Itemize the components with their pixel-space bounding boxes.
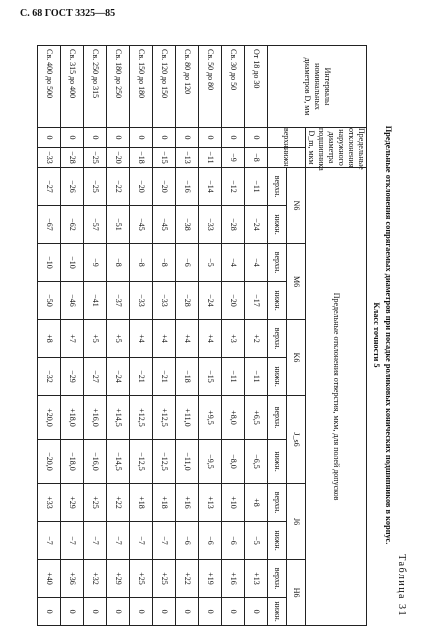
deviation-cell: −12,5 [130, 440, 153, 484]
deviation-cell: −11,0 [176, 440, 199, 484]
interval-cell: Св. 80 до 120 [176, 46, 199, 128]
interval-cell: От 18 до 30 [245, 46, 268, 128]
deviation-cell: +29 [61, 484, 84, 522]
hole-deviation-header: Предельные отклонения отверстия, мкм, для полей допусков [306, 168, 367, 626]
deviation-cell: −16 [176, 168, 199, 206]
n6-lower-header: нижн. [268, 206, 287, 244]
deviation-cell: −24 [199, 282, 222, 320]
bearing-lower-cell: −18 [130, 148, 153, 168]
bearing-lower-cell: −28 [61, 148, 84, 168]
deviation-cell: +4 [130, 320, 153, 358]
deviation-cell: +25 [84, 484, 107, 522]
deviation-cell: −7 [153, 522, 176, 560]
deviation-cell: 0 [130, 598, 153, 626]
field-k6-header: K6 [287, 320, 306, 396]
deviation-cell: −33 [130, 282, 153, 320]
interval-cell: Св. 180 до 250 [107, 46, 130, 128]
interval-cell: Св. 150 до 180 [130, 46, 153, 128]
deviation-cell: −37 [107, 282, 130, 320]
deviation-cell: −8,0 [222, 440, 245, 484]
table-row [107, 46, 130, 626]
deviation-cell: −28 [222, 206, 245, 244]
field-m6-header: M6 [287, 244, 306, 320]
j6-lower-header: нижн. [268, 522, 287, 560]
deviation-cell: +8 [245, 484, 268, 522]
interval-header: Интервалы номинальных диаметров D, мм [268, 46, 367, 128]
deviation-cell: −5 [245, 522, 268, 560]
deviation-cell: −25 [84, 168, 107, 206]
deviation-cell: −7 [107, 522, 130, 560]
deviation-cell: −6 [176, 244, 199, 282]
deviation-cell: −33 [153, 282, 176, 320]
deviation-cell: −29 [61, 358, 84, 396]
deviation-cell: −20 [130, 168, 153, 206]
deviation-cell: −7 [130, 522, 153, 560]
deviation-cell: −21 [153, 358, 176, 396]
interval-cell: Св. 400 до 500 [38, 46, 61, 128]
deviation-cell: +13 [199, 484, 222, 522]
deviation-cell: −45 [130, 206, 153, 244]
rotated-content [47, 45, 407, 625]
deviation-cell: +12,5 [153, 396, 176, 440]
bearing-upper-cell: 0 [199, 128, 222, 148]
page-header: С. 68 ГОСТ 3325—85 [20, 8, 116, 19]
deviation-cell: +25 [153, 560, 176, 598]
deviation-cell: +16,0 [84, 396, 107, 440]
interval-cell: Св. 120 до 150 [153, 46, 176, 128]
deviation-cell: +12,5 [130, 396, 153, 440]
deviation-cell: +14,5 [107, 396, 130, 440]
deviation-cell: −27 [84, 358, 107, 396]
deviation-cell: −20,0 [38, 440, 61, 484]
deviation-cell: −10 [38, 244, 61, 282]
deviation-cell: −14 [199, 168, 222, 206]
deviation-cell: −14,5 [107, 440, 130, 484]
table-row [84, 46, 107, 626]
deviation-cell: +18 [130, 484, 153, 522]
bearing-lower-cell: −15 [153, 148, 176, 168]
table-row [130, 46, 153, 626]
deviation-cell: −33 [199, 206, 222, 244]
deviation-cell: −9,5 [199, 440, 222, 484]
deviation-cell: +20,0 [38, 396, 61, 440]
deviation-cell: −51 [107, 206, 130, 244]
deviation-cell: +4 [176, 320, 199, 358]
bearing-lower-cell: −8 [245, 148, 268, 168]
deviation-cell: +36 [61, 560, 84, 598]
bearing-lower-cell: −20 [107, 148, 130, 168]
deviation-cell: −11 [245, 168, 268, 206]
deviation-cell: −57 [84, 206, 107, 244]
deviation-cell: −50 [38, 282, 61, 320]
deviation-cell: −28 [176, 282, 199, 320]
deviation-cell: 0 [222, 598, 245, 626]
deviation-cell: −12,5 [153, 440, 176, 484]
deviation-table [37, 45, 367, 626]
bearing-upper-cell: 0 [38, 128, 61, 148]
table-label: Таблица 31 [396, 554, 407, 617]
deviation-cell: +4 [153, 320, 176, 358]
deviation-cell: +18,0 [61, 396, 84, 440]
deviation-cell: 0 [199, 598, 222, 626]
bearing-lower-cell: −33 [38, 148, 61, 168]
deviation-cell: −17 [245, 282, 268, 320]
deviation-cell: −8 [130, 244, 153, 282]
deviation-cell: −18,0 [61, 440, 84, 484]
deviation-cell: −45 [153, 206, 176, 244]
deviation-cell: −24 [245, 206, 268, 244]
deviation-cell: −12 [222, 168, 245, 206]
deviation-cell: −20 [153, 168, 176, 206]
bearing-upper-cell: 0 [107, 128, 130, 148]
deviation-cell: +29 [107, 560, 130, 598]
bearing-upper-header: верхн. [268, 128, 306, 148]
deviation-cell: 0 [61, 598, 84, 626]
js6-upper-header: верхн. [268, 396, 287, 440]
deviation-cell: +40 [38, 560, 61, 598]
deviation-cell: −32 [38, 358, 61, 396]
deviation-cell: +13 [245, 560, 268, 598]
js6-lower-header: нижн. [268, 440, 287, 484]
bearing-upper-cell: 0 [245, 128, 268, 148]
bearing-lower-cell: −9 [222, 148, 245, 168]
deviation-cell: +6,5 [245, 396, 268, 440]
deviation-cell: +4 [199, 320, 222, 358]
deviation-cell: 0 [245, 598, 268, 626]
deviation-cell: +8,0 [222, 396, 245, 440]
accuracy-class-title: Класс точности 5 [372, 302, 381, 368]
deviation-cell: +25 [130, 560, 153, 598]
deviation-cell: +7 [61, 320, 84, 358]
deviation-cell: −10 [61, 244, 84, 282]
deviation-cell: −6 [199, 522, 222, 560]
table-row [245, 46, 268, 626]
deviation-cell: 0 [84, 598, 107, 626]
deviation-cell: −24 [107, 358, 130, 396]
deviation-cell: −26 [61, 168, 84, 206]
n6-upper-header: верхн. [268, 168, 287, 206]
field-n6-header: N6 [287, 168, 306, 244]
table-row [222, 46, 245, 626]
bearing-upper-cell: 0 [84, 128, 107, 148]
field-j6-header: J6 [287, 484, 306, 560]
table-title: Предельные отклонения сопрягаемых диаметров при посадке роликовых конических подшипников в корпус. [384, 125, 393, 545]
bearing-upper-cell: 0 [61, 128, 84, 148]
table-row [153, 46, 176, 626]
table-row [38, 46, 61, 626]
deviation-cell: −5 [199, 244, 222, 282]
deviation-cell: −4 [222, 244, 245, 282]
field-h6-header: H6 [287, 560, 306, 626]
bearing-upper-cell: 0 [222, 128, 245, 148]
table-row [199, 46, 222, 626]
j6-upper-header: верхн. [268, 484, 287, 522]
deviation-cell: −7 [61, 522, 84, 560]
deviation-cell: −11 [245, 358, 268, 396]
deviation-cell: −46 [61, 282, 84, 320]
bearing-deviation-header: Предельные отклонения наружного диаметра подшипника D_m, мкм [307, 128, 366, 171]
deviation-cell: +18 [153, 484, 176, 522]
bearing-lower-header: нижн. [268, 148, 306, 168]
deviation-cell: 0 [176, 598, 199, 626]
field-js6-header: J_s6 [287, 396, 306, 484]
deviation-cell: −7 [38, 522, 61, 560]
deviation-cell: −20 [222, 282, 245, 320]
deviation-cell: −62 [61, 206, 84, 244]
deviation-cell: +32 [84, 560, 107, 598]
deviation-cell: −6 [222, 522, 245, 560]
deviation-cell: 0 [153, 598, 176, 626]
deviation-cell: +19 [199, 560, 222, 598]
deviation-cell: −67 [38, 206, 61, 244]
deviation-cell: +5 [107, 320, 130, 358]
deviation-cell: +16 [176, 484, 199, 522]
m6-lower-header: нижн. [268, 282, 287, 320]
table-row [176, 46, 199, 626]
k6-lower-header: нижн. [268, 358, 287, 396]
deviation-cell: −22 [107, 168, 130, 206]
bearing-upper-cell: 0 [153, 128, 176, 148]
deviation-cell: −6,5 [245, 440, 268, 484]
deviation-cell: −38 [176, 206, 199, 244]
deviation-cell: +2 [245, 320, 268, 358]
bearing-upper-cell: 0 [130, 128, 153, 148]
deviation-cell: −21 [130, 358, 153, 396]
h6-upper-header: верхн. [268, 560, 287, 598]
deviation-cell: −8 [153, 244, 176, 282]
bearing-lower-cell: −11 [199, 148, 222, 168]
deviation-cell: −9 [84, 244, 107, 282]
table-row [61, 46, 84, 626]
bearing-lower-cell: −13 [176, 148, 199, 168]
deviation-cell: +22 [176, 560, 199, 598]
deviation-cell: −8 [107, 244, 130, 282]
deviation-cell: +33 [38, 484, 61, 522]
bearing-lower-cell: −25 [84, 148, 107, 168]
deviation-cell: +16 [222, 560, 245, 598]
interval-cell: Св. 50 до 80 [199, 46, 222, 128]
bearing-upper-cell: 0 [176, 128, 199, 148]
interval-cell: Св. 250 до 315 [84, 46, 107, 128]
deviation-cell: +22 [107, 484, 130, 522]
deviation-cell: −7 [84, 522, 107, 560]
table-body [38, 46, 268, 626]
deviation-cell: −27 [38, 168, 61, 206]
interval-cell: Св. 315 до 400 [61, 46, 84, 128]
k6-upper-header: верхн. [268, 320, 287, 358]
m6-upper-header: верхн. [268, 244, 287, 282]
h6-lower-header: нижн. [268, 598, 287, 626]
deviation-cell: +9,5 [199, 396, 222, 440]
interval-cell: Св. 30 до 50 [222, 46, 245, 128]
deviation-cell: +10 [222, 484, 245, 522]
deviation-cell: −6 [176, 522, 199, 560]
deviation-cell: +3 [222, 320, 245, 358]
deviation-cell: +11,0 [176, 396, 199, 440]
deviation-cell: 0 [38, 598, 61, 626]
deviation-cell: +5 [84, 320, 107, 358]
deviation-cell: −16,0 [84, 440, 107, 484]
deviation-cell: −11 [222, 358, 245, 396]
deviation-cell: −15 [199, 358, 222, 396]
deviation-cell: +8 [38, 320, 61, 358]
deviation-cell: −41 [84, 282, 107, 320]
deviation-cell: −4 [245, 244, 268, 282]
deviation-cell: 0 [107, 598, 130, 626]
deviation-cell: −18 [176, 358, 199, 396]
